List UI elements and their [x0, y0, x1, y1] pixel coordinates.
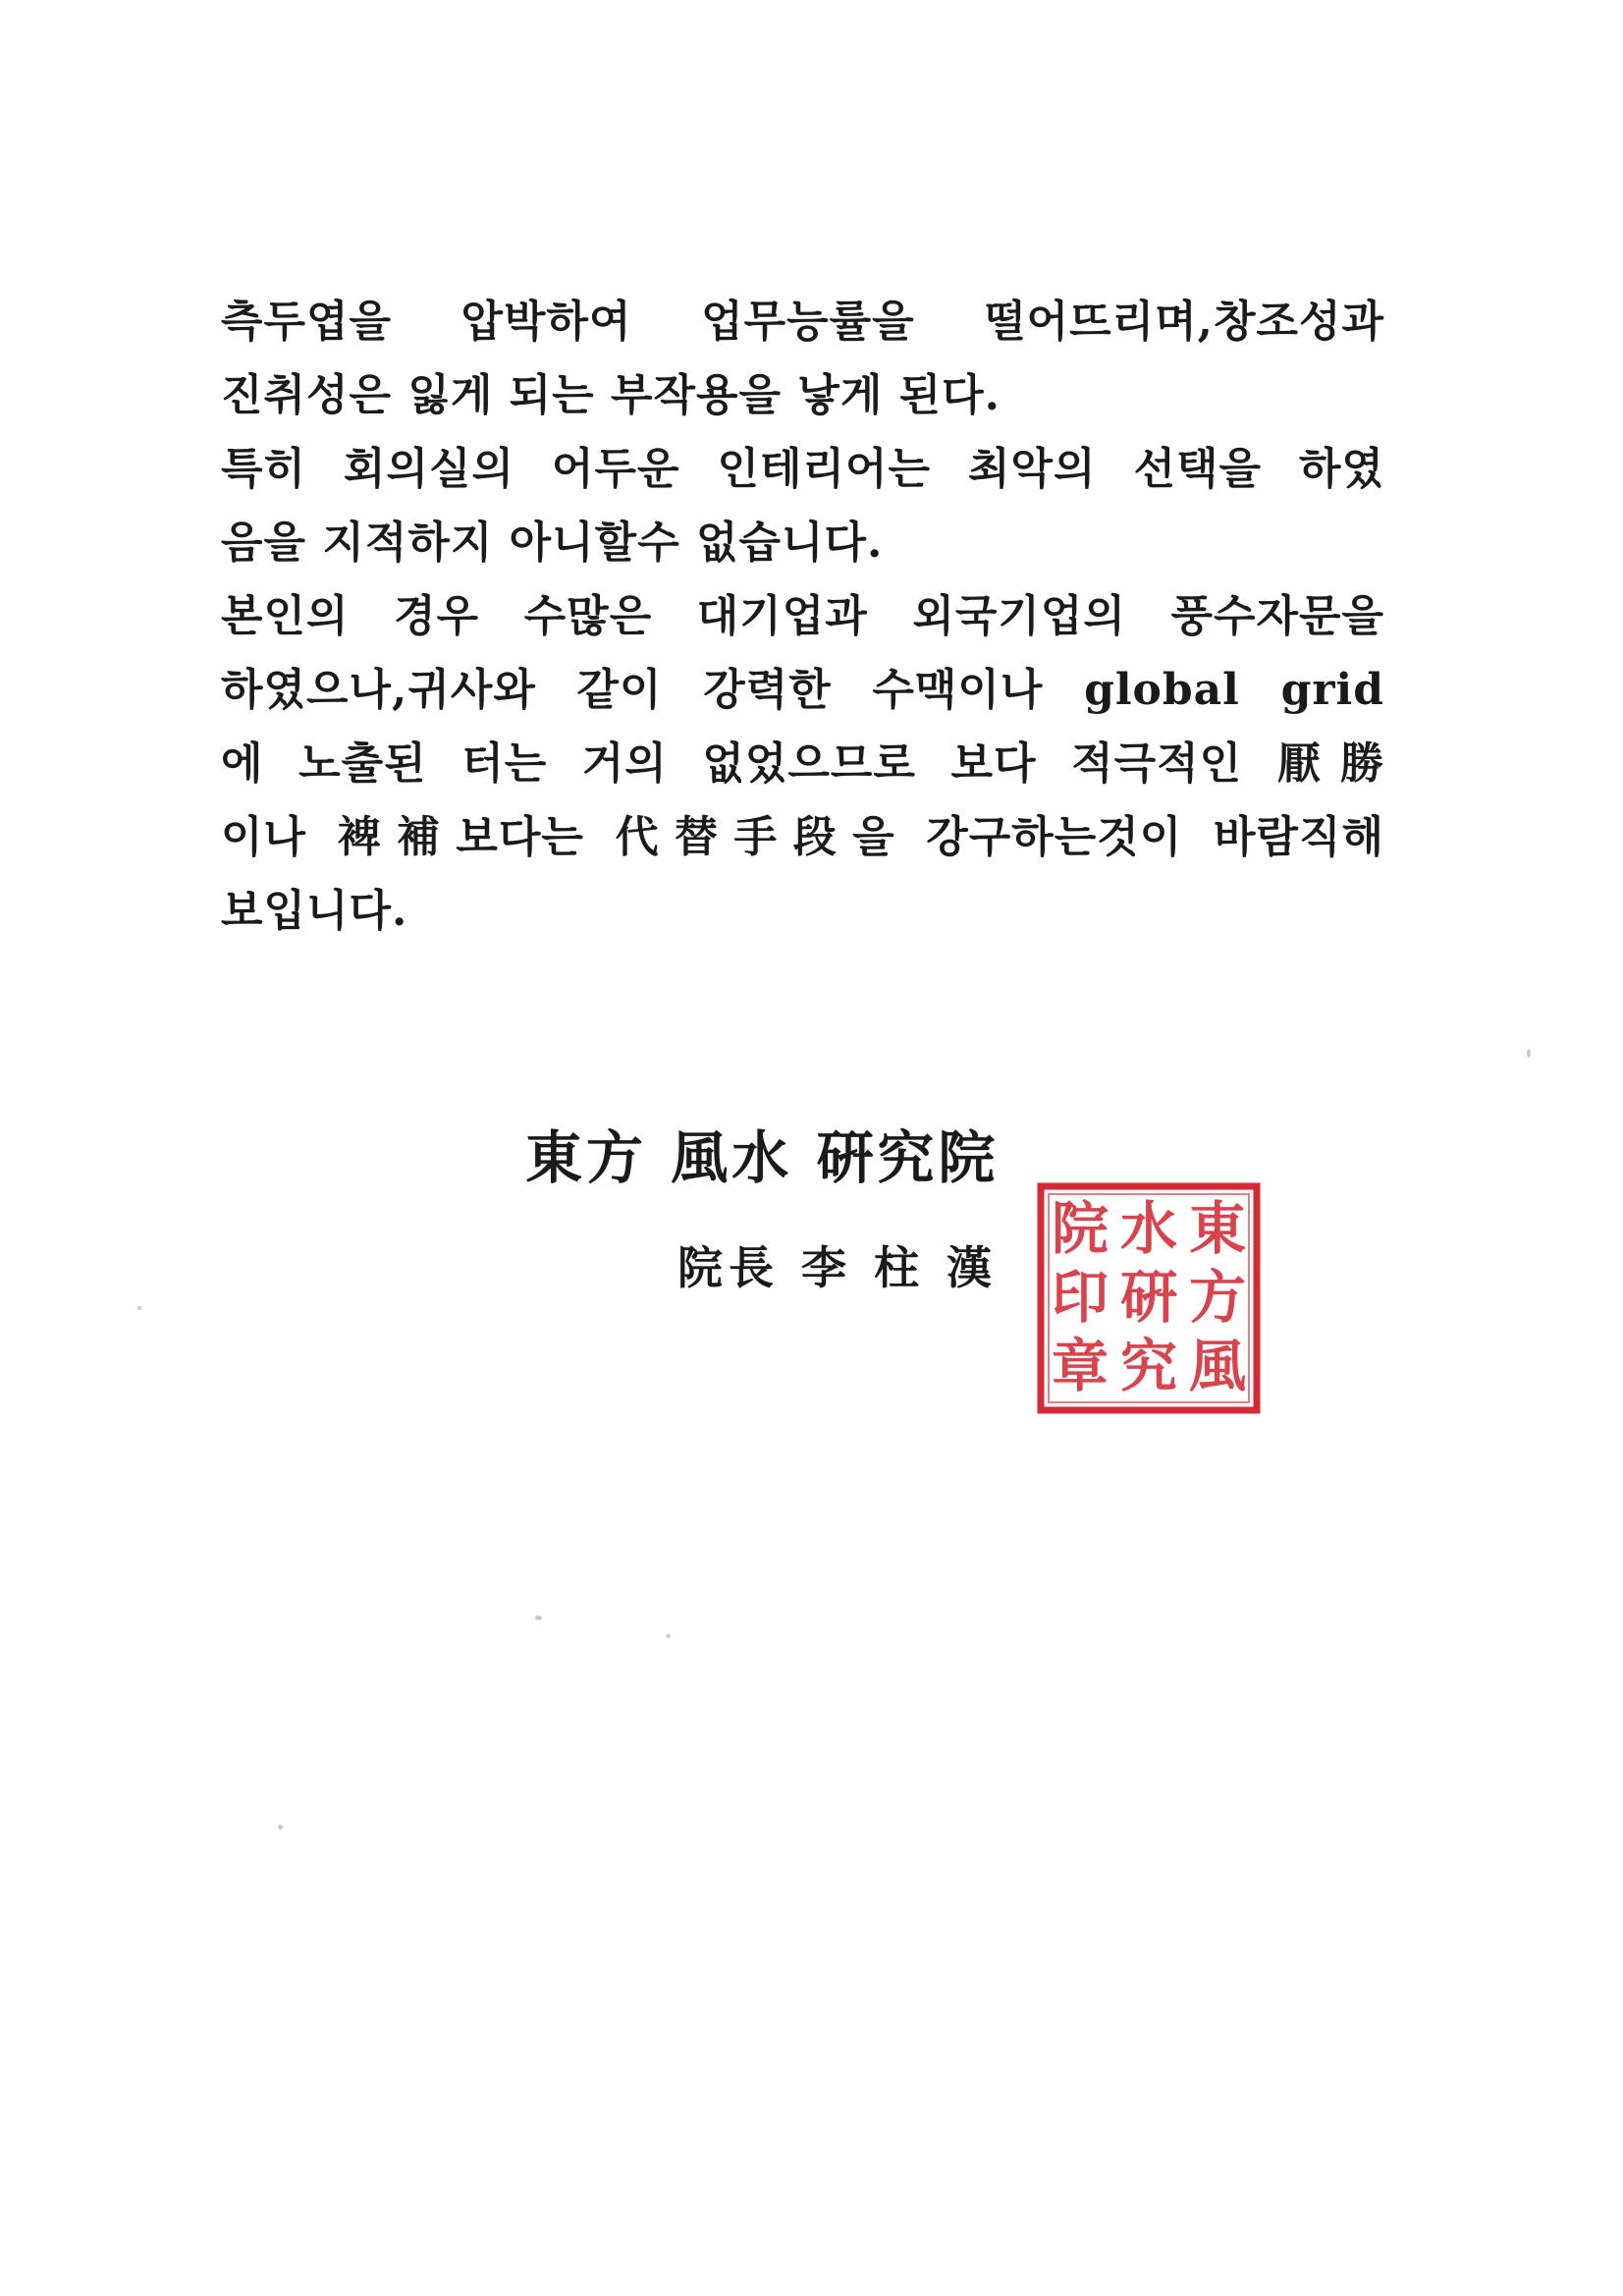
seal-stamp-icon: [1036, 1181, 1262, 1415]
director-name: 院長 李 柱 漢: [677, 1241, 999, 1294]
seal-character: 方: [1188, 1264, 1247, 1331]
letter-line: 본인의 경우 수많은 대기업과 외국기업의 풍수자문을: [221, 591, 1384, 641]
seal-character: 究: [1119, 1333, 1178, 1399]
letter-body: [221, 285, 1384, 948]
letter-line: 진취성은 잃게 되는 부작용을 낳게 된다.: [221, 370, 1001, 420]
letter-line: 하였으나,귀사와 같이 강력한 수맥이나 global grid: [221, 665, 1384, 715]
letter-line: 에 노출된 터는 거의 없었으므로 보다 적극적인 厭勝: [221, 738, 1384, 789]
seal-character: 印: [1051, 1264, 1109, 1331]
letter-line: 특히 회의실의 어두운 인테리어는 최악의 선택을 하였: [221, 444, 1384, 494]
seal-character: 水: [1119, 1195, 1178, 1262]
seal-character: 章: [1051, 1333, 1109, 1399]
scan-speck: [535, 1615, 542, 1620]
seal-character: 東: [1188, 1195, 1247, 1262]
scan-speck: [666, 1634, 671, 1638]
letter-line: 음을 지적하지 아니할수 없습니다.: [221, 518, 884, 568]
letter-line: 이나 裨補보다는 代替手段을 강구하는것이 바람직해: [221, 812, 1384, 862]
scan-speck: [137, 1306, 141, 1310]
official-seal: [1036, 1181, 1262, 1415]
scan-speck: [278, 1825, 283, 1830]
seal-character: 風: [1188, 1333, 1247, 1399]
letter-line: 측두엽을 압박하여 업무능률을 떨어뜨리며,창조성과: [221, 297, 1384, 347]
seal-character: 硏: [1119, 1264, 1178, 1331]
organization-name: 東方 風水 硏究院: [525, 1124, 1000, 1191]
letter-line: 보입니다.: [221, 886, 408, 936]
seal-character: 院: [1051, 1195, 1109, 1262]
scan-speck: [1527, 1049, 1531, 1058]
